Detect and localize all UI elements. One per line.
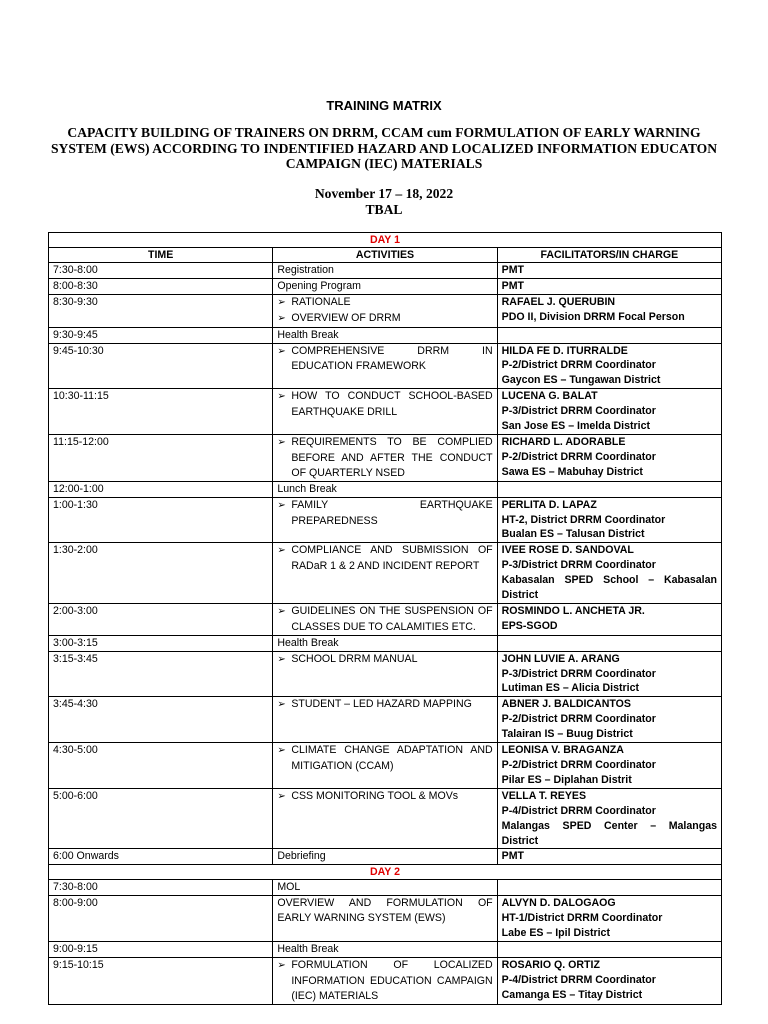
- time-cell: 7:30-8:00: [49, 880, 273, 896]
- activity-item: [277, 604, 492, 635]
- activity-item: [277, 435, 492, 481]
- table-row: [49, 389, 722, 435]
- table-row: [49, 603, 722, 635]
- activity-text: OVERVIEW OF DRRM: [291, 311, 401, 324]
- facilitator-detail: Malangas SPED Center – Malangas District: [501, 819, 717, 847]
- time-cell: 12:00-1:00: [49, 481, 273, 497]
- facilitator-detail: Gaycon ES – Tungawan District: [501, 374, 661, 387]
- activity-text: COMPREHENSIVE DRRM IN EDUCATION FRAMEWORK: [291, 344, 493, 373]
- facilitator-name: IVEE ROSE D. SANDOVAL: [501, 544, 634, 557]
- header-activities: ACTIVITIES: [273, 248, 497, 263]
- activity-text: GUIDELINES ON THE SUSPENSION OF CLASSES DUE TO CALAMITIES ETC.: [291, 604, 493, 633]
- facilitator-detail: P-2/District DRRM Coordinator: [501, 450, 656, 463]
- facilitator-detail: P-4/District DRRM Coordinator: [501, 804, 656, 817]
- activities-cell: [273, 497, 497, 543]
- facilitator-detail: P-4/District DRRM Coordinator: [501, 973, 656, 986]
- facilitators-cell: [497, 343, 721, 389]
- facilitator-name: RAFAEL J. QUERUBIN: [501, 295, 616, 308]
- arrow-bullet-icon: ➢: [277, 959, 286, 971]
- activity-text: Health Break: [277, 942, 339, 955]
- facilitator-name: PMT: [501, 264, 525, 276]
- time-cell: 8:00-8:30: [49, 278, 273, 294]
- arrow-bullet-icon: ➢: [277, 499, 286, 511]
- activities-cell: [273, 434, 497, 481]
- document-subtitle: CAPACITY BUILDING OF TRAINERS ON DRRM, CCAM cum FORMULATION OF EARLY WARNING SYSTEM (EWS) ACCORDING TO INDENTIFIED HAZARD AND LOCALIZED INFORMATION EDUCATON CAMPAIGN (IEC) MATERIALS: [50, 125, 718, 171]
- table-row: [49, 278, 722, 294]
- facilitator-detail: P-3/District DRRM Coordinator: [501, 559, 656, 572]
- time-cell: 3:45-4:30: [49, 697, 273, 743]
- activities-cell: [273, 788, 497, 849]
- table-row: [49, 263, 722, 279]
- event-venue: TBAL: [365, 202, 403, 217]
- activity-text: FORMULATION OF LOCALIZED INFORMATION EDUCATION CAMPAIGN (IEC) MATERIALS: [291, 958, 493, 1002]
- facilitator-detail: PDO II, Division DRRM Focal Person: [501, 310, 685, 323]
- activity-item: [277, 543, 492, 574]
- arrow-bullet-icon: ➢: [277, 391, 286, 403]
- facilitator-name: RICHARD L. ADORABLE: [501, 435, 626, 448]
- activity-text: FAMILY EARTHQUAKE PREPAREDNESS: [291, 498, 493, 527]
- activity-text: COMPLIANCE AND SUBMISSION OF RADaR 1 & 2 AND INCIDENT REPORT: [291, 544, 493, 573]
- facilitators-cell: [497, 263, 721, 279]
- table-row: [49, 896, 722, 942]
- facilitators-cell: [497, 880, 721, 896]
- activities-cell: [273, 880, 497, 896]
- time-cell: 8:30-9:30: [49, 294, 273, 327]
- arrow-bullet-icon: ➢: [277, 436, 286, 448]
- facilitator-detail: EPS-SGOD: [501, 619, 558, 632]
- arrow-bullet-icon: ➢: [277, 545, 286, 557]
- facilitator-detail: P-2/District DRRM Coordinator: [501, 713, 656, 726]
- activity-item: [277, 344, 492, 375]
- activity-item: [277, 697, 492, 713]
- activities-cell: [273, 294, 497, 327]
- activity-text: SCHOOL DRRM MANUAL: [291, 652, 418, 665]
- activity-item: [277, 743, 492, 774]
- activity-text: HOW TO CONDUCT SCHOOL-BASED EARTHQUAKE DRILL: [291, 390, 493, 419]
- facilitator-name: PMT: [501, 279, 525, 292]
- table-row: [49, 957, 722, 1004]
- time-cell: 9:15-10:15: [49, 957, 273, 1004]
- facilitators-cell: [497, 481, 721, 497]
- facilitators-cell: [497, 635, 721, 651]
- activity-item: [277, 958, 492, 1004]
- arrow-bullet-icon: ➢: [277, 653, 286, 665]
- activity-text: Health Break: [277, 328, 339, 341]
- table-row: [49, 743, 722, 789]
- arrow-bullet-icon: ➢: [277, 296, 286, 308]
- facilitator-name: PERLITA D. LAPAZ: [501, 498, 597, 511]
- activity-text: STUDENT – LED HAZARD MAPPING: [291, 698, 472, 711]
- time-cell: 6:00 Onwards: [49, 849, 273, 865]
- facilitator-detail: San Jose ES – Imelda District: [501, 420, 651, 433]
- arrow-bullet-icon: ➢: [277, 345, 286, 357]
- activity-text: REQUIREMENTS TO BE COMPLIED BEFORE AND AFTER THE CONDUCT OF QUARTERLY NSED: [291, 435, 493, 479]
- activity-text: CLIMATE CHANGE ADAPTATION AND MITIGATION (CCAM): [291, 744, 493, 772]
- time-cell: 5:00-6:00: [49, 788, 273, 849]
- table-row: [49, 849, 722, 865]
- facilitator-detail: Talairan IS – Buug District: [501, 728, 633, 741]
- activities-cell: [273, 849, 497, 865]
- facilitators-cell: [497, 896, 721, 942]
- activities-cell: [273, 957, 497, 1004]
- day-header-row: [49, 233, 722, 248]
- activity-item: [277, 498, 492, 529]
- day-header-row: [49, 865, 722, 880]
- activities-cell: [273, 543, 497, 604]
- activities-cell: [273, 603, 497, 635]
- time-cell: 7:30-8:00: [49, 263, 273, 279]
- time-cell: 3:15-3:45: [49, 651, 273, 697]
- facilitators-cell: [497, 327, 721, 343]
- activity-item: [277, 789, 492, 805]
- time-cell: 10:30-11:15: [49, 389, 273, 435]
- activity-text: OVERVIEW AND FORMULATION OF EARLY WARNING SYSTEM (EWS): [277, 897, 493, 925]
- activity-item: [277, 311, 492, 327]
- activity-text: Registration: [277, 264, 334, 276]
- table-row: [49, 697, 722, 743]
- arrow-bullet-icon: ➢: [277, 699, 286, 711]
- activity-text: MOL: [277, 881, 301, 894]
- time-cell: 2:00-3:00: [49, 603, 273, 635]
- table-row: [49, 543, 722, 604]
- activities-cell: [273, 327, 497, 343]
- activity-item: [277, 295, 492, 311]
- table-row: [49, 788, 722, 849]
- facilitator-name: JOHN LUVIE A. ARANG: [501, 652, 620, 665]
- facilitators-cell: [497, 697, 721, 743]
- facilitator-detail: Pilar ES – Diplahan Distrit: [501, 773, 632, 786]
- time-cell: 11:15-12:00: [49, 434, 273, 481]
- document-title: TRAINING MATRIX: [326, 98, 442, 113]
- column-header-row: [49, 248, 722, 263]
- table-row: [49, 880, 722, 896]
- facilitators-cell: [497, 294, 721, 327]
- facilitator-detail: P-2/District DRRM Coordinator: [501, 359, 656, 372]
- header-facilitators: FACILITATORS/IN CHARGE: [497, 248, 721, 263]
- time-cell: 9:30-9:45: [49, 327, 273, 343]
- activities-cell: [273, 941, 497, 957]
- activity-text: Opening Program: [277, 279, 361, 292]
- facilitator-detail: HT-1/District DRRM Coordinator: [501, 912, 663, 925]
- facilitator-detail: Camanga ES – Titay District: [501, 988, 643, 1001]
- facilitator-detail: Labe ES – Ipil District: [501, 927, 610, 940]
- activities-cell: [273, 635, 497, 651]
- day-label: DAY 1: [49, 233, 722, 248]
- facilitators-cell: [497, 849, 721, 865]
- event-date: November 17 – 18, 2022: [314, 186, 454, 201]
- table-row: [49, 941, 722, 957]
- table-row: [49, 327, 722, 343]
- table-row: [49, 635, 722, 651]
- facilitator-name: VELLA T. REYES: [501, 789, 587, 802]
- facilitators-cell: [497, 434, 721, 481]
- facilitators-cell: [497, 743, 721, 789]
- activity-text: Lunch Break: [277, 482, 337, 495]
- facilitator-detail: HT-2, District DRRM Coordinator: [501, 513, 666, 526]
- facilitators-cell: [497, 788, 721, 849]
- time-cell: 1:00-1:30: [49, 497, 273, 543]
- facilitators-cell: [497, 278, 721, 294]
- table-row: [49, 497, 722, 543]
- table-row: [49, 651, 722, 697]
- table-row: [49, 343, 722, 389]
- time-cell: 1:30-2:00: [49, 543, 273, 604]
- facilitator-name: ROSARIO Q. ORTIZ: [501, 958, 600, 971]
- activities-cell: [273, 896, 497, 942]
- activities-cell: [273, 343, 497, 389]
- arrow-bullet-icon: ➢: [277, 312, 286, 324]
- facilitator-detail: Lutiman ES – Alicia District: [501, 682, 640, 695]
- activity-text: RATIONALE: [291, 295, 351, 308]
- facilitators-cell: [497, 941, 721, 957]
- time-cell: 9:00-9:15: [49, 941, 273, 957]
- header-time: TIME: [49, 248, 273, 263]
- arrow-bullet-icon: ➢: [277, 605, 286, 617]
- facilitator-name: LUCENA G. BALAT: [501, 390, 598, 403]
- activity-item: [277, 389, 492, 420]
- facilitator-name: ROSMINDO L. ANCHETA JR.: [501, 604, 645, 617]
- time-cell: 3:00-3:15: [49, 635, 273, 651]
- activities-cell: [273, 743, 497, 789]
- activities-cell: [273, 278, 497, 294]
- activities-cell: [273, 651, 497, 697]
- facilitator-detail: Kabasalan SPED School – Kabasalan District: [501, 574, 717, 602]
- facilitators-cell: [497, 543, 721, 604]
- facilitator-name: PMT: [501, 850, 525, 863]
- arrow-bullet-icon: ➢: [277, 790, 286, 802]
- table-row: [49, 434, 722, 481]
- facilitator-name: LEONISA V. BRAGANZA: [501, 744, 624, 757]
- facilitators-cell: [497, 389, 721, 435]
- table-row: [49, 481, 722, 497]
- table-row: [49, 294, 722, 327]
- facilitator-detail: Bualan ES – Talusan District: [501, 528, 645, 541]
- time-cell: 9:45-10:30: [49, 343, 273, 389]
- activities-cell: [273, 389, 497, 435]
- facilitator-detail: P-3/District DRRM Coordinator: [501, 667, 656, 680]
- facilitator-detail: P-2/District DRRM Coordinator: [501, 759, 656, 771]
- training-matrix-table: [48, 232, 722, 1005]
- facilitator-detail: Sawa ES – Mabuhay District: [501, 465, 643, 478]
- activities-cell: [273, 263, 497, 279]
- facilitators-cell: [497, 497, 721, 543]
- facilitators-cell: [497, 651, 721, 697]
- activity-text: Health Break: [277, 636, 339, 649]
- activity-text: Debriefing: [277, 850, 326, 863]
- arrow-bullet-icon: ➢: [277, 745, 286, 757]
- day-label: DAY 2: [49, 865, 722, 880]
- facilitator-detail: P-3/District DRRM Coordinator: [501, 405, 656, 418]
- activity-text: CSS MONITORING TOOL & MOVs: [291, 789, 459, 802]
- facilitator-name: HILDA FE D. ITURRALDE: [501, 344, 628, 357]
- time-cell: 8:00-9:00: [49, 896, 273, 942]
- activity-item: [277, 652, 492, 668]
- facilitators-cell: [497, 957, 721, 1004]
- activities-cell: [273, 697, 497, 743]
- time-cell: 4:30-5:00: [49, 743, 273, 789]
- facilitators-cell: [497, 603, 721, 635]
- facilitator-name: ALVYN D. DALOGAOG: [501, 897, 616, 910]
- facilitator-name: ABNER J. BALDICANTOS: [501, 698, 631, 711]
- activities-cell: [273, 481, 497, 497]
